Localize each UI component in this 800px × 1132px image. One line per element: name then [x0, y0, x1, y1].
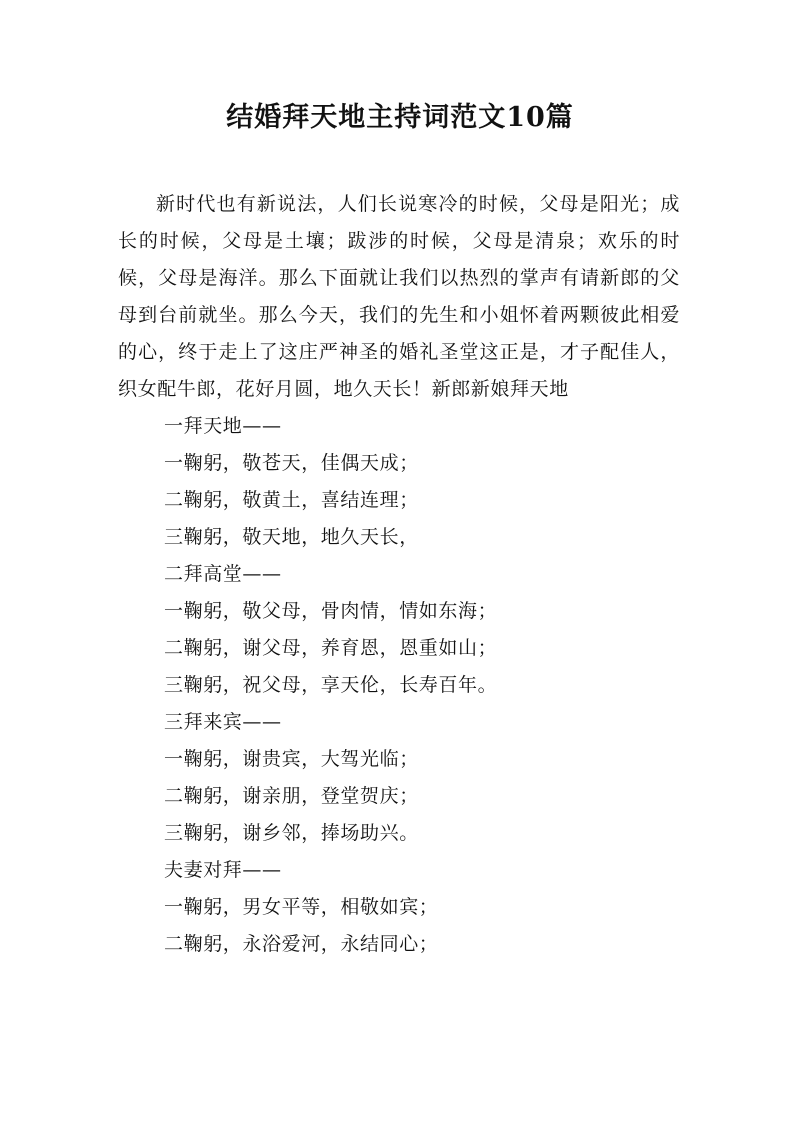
body-line: 二拜高堂——	[164, 563, 282, 585]
body-line: 三鞠躬，敬天地，地久天长，	[164, 526, 419, 548]
body-line: 一鞠躬，男女平等，相敬如宾；	[164, 896, 439, 918]
intro-paragraph: 新时代也有新说法，人们长说寒冷的时候，父母是阳光；成长的时候，父母是土壤；跋涉的时候，父母是清泉；欢乐的时候，父母是海洋。那么下面就让我们以热烈的掌声有请新郎的父母到台前就坐。那么今天，我们的先生和小姐怀着两颗彼此相爱的心，终于走上了这庄严神圣的婚礼圣堂这正是，才子配佳人，织女配牛郎，花好月圆，地久天长！新郎新娘拜天地	[118, 193, 680, 400]
body-line: 三鞠躬，祝父母，享天伦，长寿百年。	[164, 674, 498, 696]
body-line: 一鞠躬，敬父母，骨肉情，情如东海；	[164, 600, 498, 622]
body-line: 二鞠躬，谢父母，养育恩，恩重如山；	[164, 637, 498, 659]
body-line: 三拜来宾——	[164, 711, 282, 733]
document-body	[118, 186, 680, 963]
document-title: 结婚拜天地主持词范文10篇	[226, 102, 574, 133]
body-line: 夫妻对拜——	[164, 859, 282, 881]
body-line: 二鞠躬，敬黄土，喜结连理；	[164, 489, 419, 511]
body-line: 一拜天地——	[164, 415, 282, 437]
body-line: 一鞠躬，谢贵宾，大驾光临；	[164, 748, 419, 770]
body-line: 一鞠躬，敬苍天，佳偶天成；	[164, 452, 419, 474]
body-line: 二鞠躬，永浴爱河，永结同心；	[164, 933, 439, 955]
body-line: 二鞠躬，谢亲朋，登堂贺庆；	[164, 785, 419, 807]
body-line: 三鞠躬，谢乡邻，捧场助兴。	[164, 822, 419, 844]
